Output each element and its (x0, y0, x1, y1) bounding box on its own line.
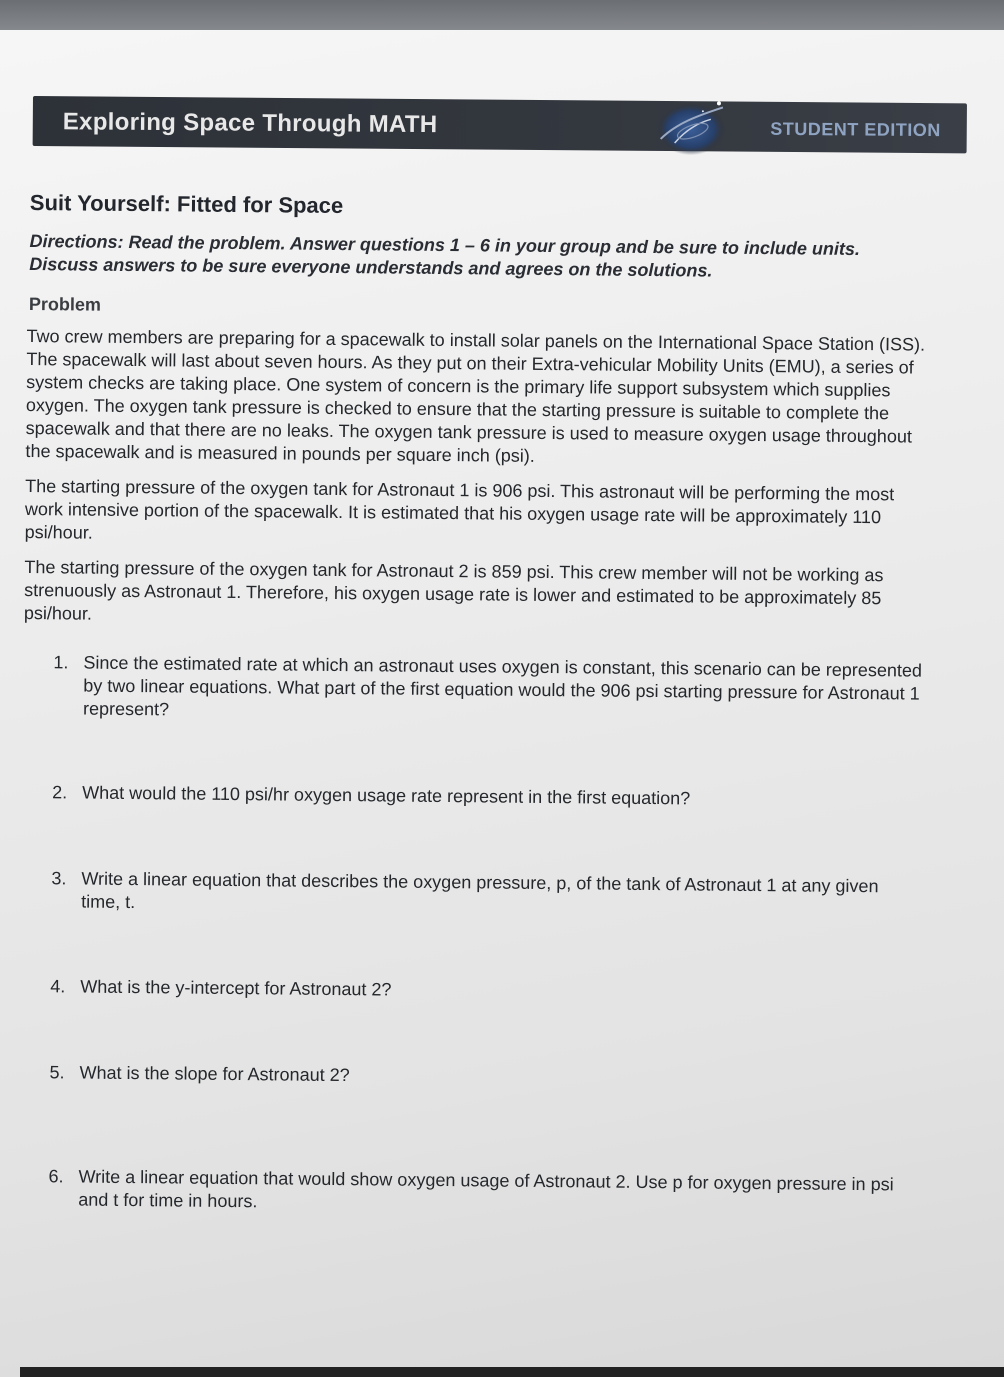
question-2 (22, 781, 923, 876)
question-text: What is the y-intercept for Astronaut 2? (80, 976, 392, 1000)
question-text: What is the slope for Astronaut 2? (79, 1062, 350, 1086)
question-1 (22, 651, 923, 790)
header-title: Exploring Space Through MATH (62, 108, 438, 139)
question-3 (20, 867, 921, 984)
edition-label: STUDENT EDITION (770, 118, 941, 141)
question-number: 1. (53, 652, 69, 673)
question-number: 3. (51, 868, 67, 889)
monitor-bezel (0, 0, 1004, 30)
astronaut-1-paragraph: The starting pressure of the oxygen tank for Astronaut 1 is 906 psi. This astronaut will be performing the most work intensive portion of the spacewalk. It is estimated that his oxygen usage rate will be approximately 110 psi/hour. (24, 475, 895, 543)
worksheet-title: Suit Yourself: Fitted for Space (29, 190, 344, 219)
question-4 (20, 975, 921, 1070)
question-number: 6. (48, 1166, 64, 1187)
question-text: What would the 110 psi/hr oxygen usage rate represent in the first equation? (82, 782, 691, 809)
question-5 (19, 1061, 920, 1174)
problem-paragraph: Two crew members are preparing for a spacewalk to install solar panels on the International Space Station (ISS). The spacewalk will last about seven hours. As they put on their Extra-vehicular Mobility Units (EMU), a series of system checks are taking place. One system of concern is the primary life support subsystem which supplies oxygen. The oxygen tank pressure is checked to ensure that the starting pressure is suitable to complete the spacewalk and that there are no leaks. The oxygen tank pressure is used to measure oxygen usage throughout the spacewalk and is measured in pounds per square inch (psi). (25, 325, 926, 466)
question-text: Write a linear equation that would show oxygen usage of Astronaut 2. Use p for oxygen pressure in psi and t for time in hours. (78, 1166, 894, 1212)
question-number: 4. (50, 976, 66, 997)
header-banner (33, 96, 967, 153)
astronaut-2-paragraph: The starting pressure of the oxygen tank for Astronaut 2 is 859 psi. This crew member will not be working as strenuously as Astronaut 1. Therefore, his oxygen usage rate is lower and estimated to be approximately 85 psi/hour. (23, 556, 884, 624)
directions-text: Directions: Read the problem. Answer questions 1 – 6 in your group and be sure to include units. Discuss answers to be sure everyone understands and agrees on the solutions. (29, 231, 861, 281)
question-text: Write a linear equation that describes the oxygen pressure, p, of the tank of Astronaut 1 at any given time, t. (81, 868, 879, 913)
question-text: Since the estimated rate at which an astronaut uses oxygen is constant, this scenario can be represented by two linear equations. What part of the first equation would the 906 psi starting pressure for Astronaut 1 represent? (82, 652, 923, 720)
question-number: 2. (52, 782, 68, 803)
problem-heading: Problem (28, 294, 102, 315)
question-6 (18, 1165, 918, 1220)
question-list (18, 651, 923, 1220)
worksheet-content (18, 190, 928, 1220)
page-bottom-edge (20, 1367, 1004, 1377)
question-number: 5. (49, 1062, 65, 1083)
nasa-logo-icon (653, 93, 730, 160)
